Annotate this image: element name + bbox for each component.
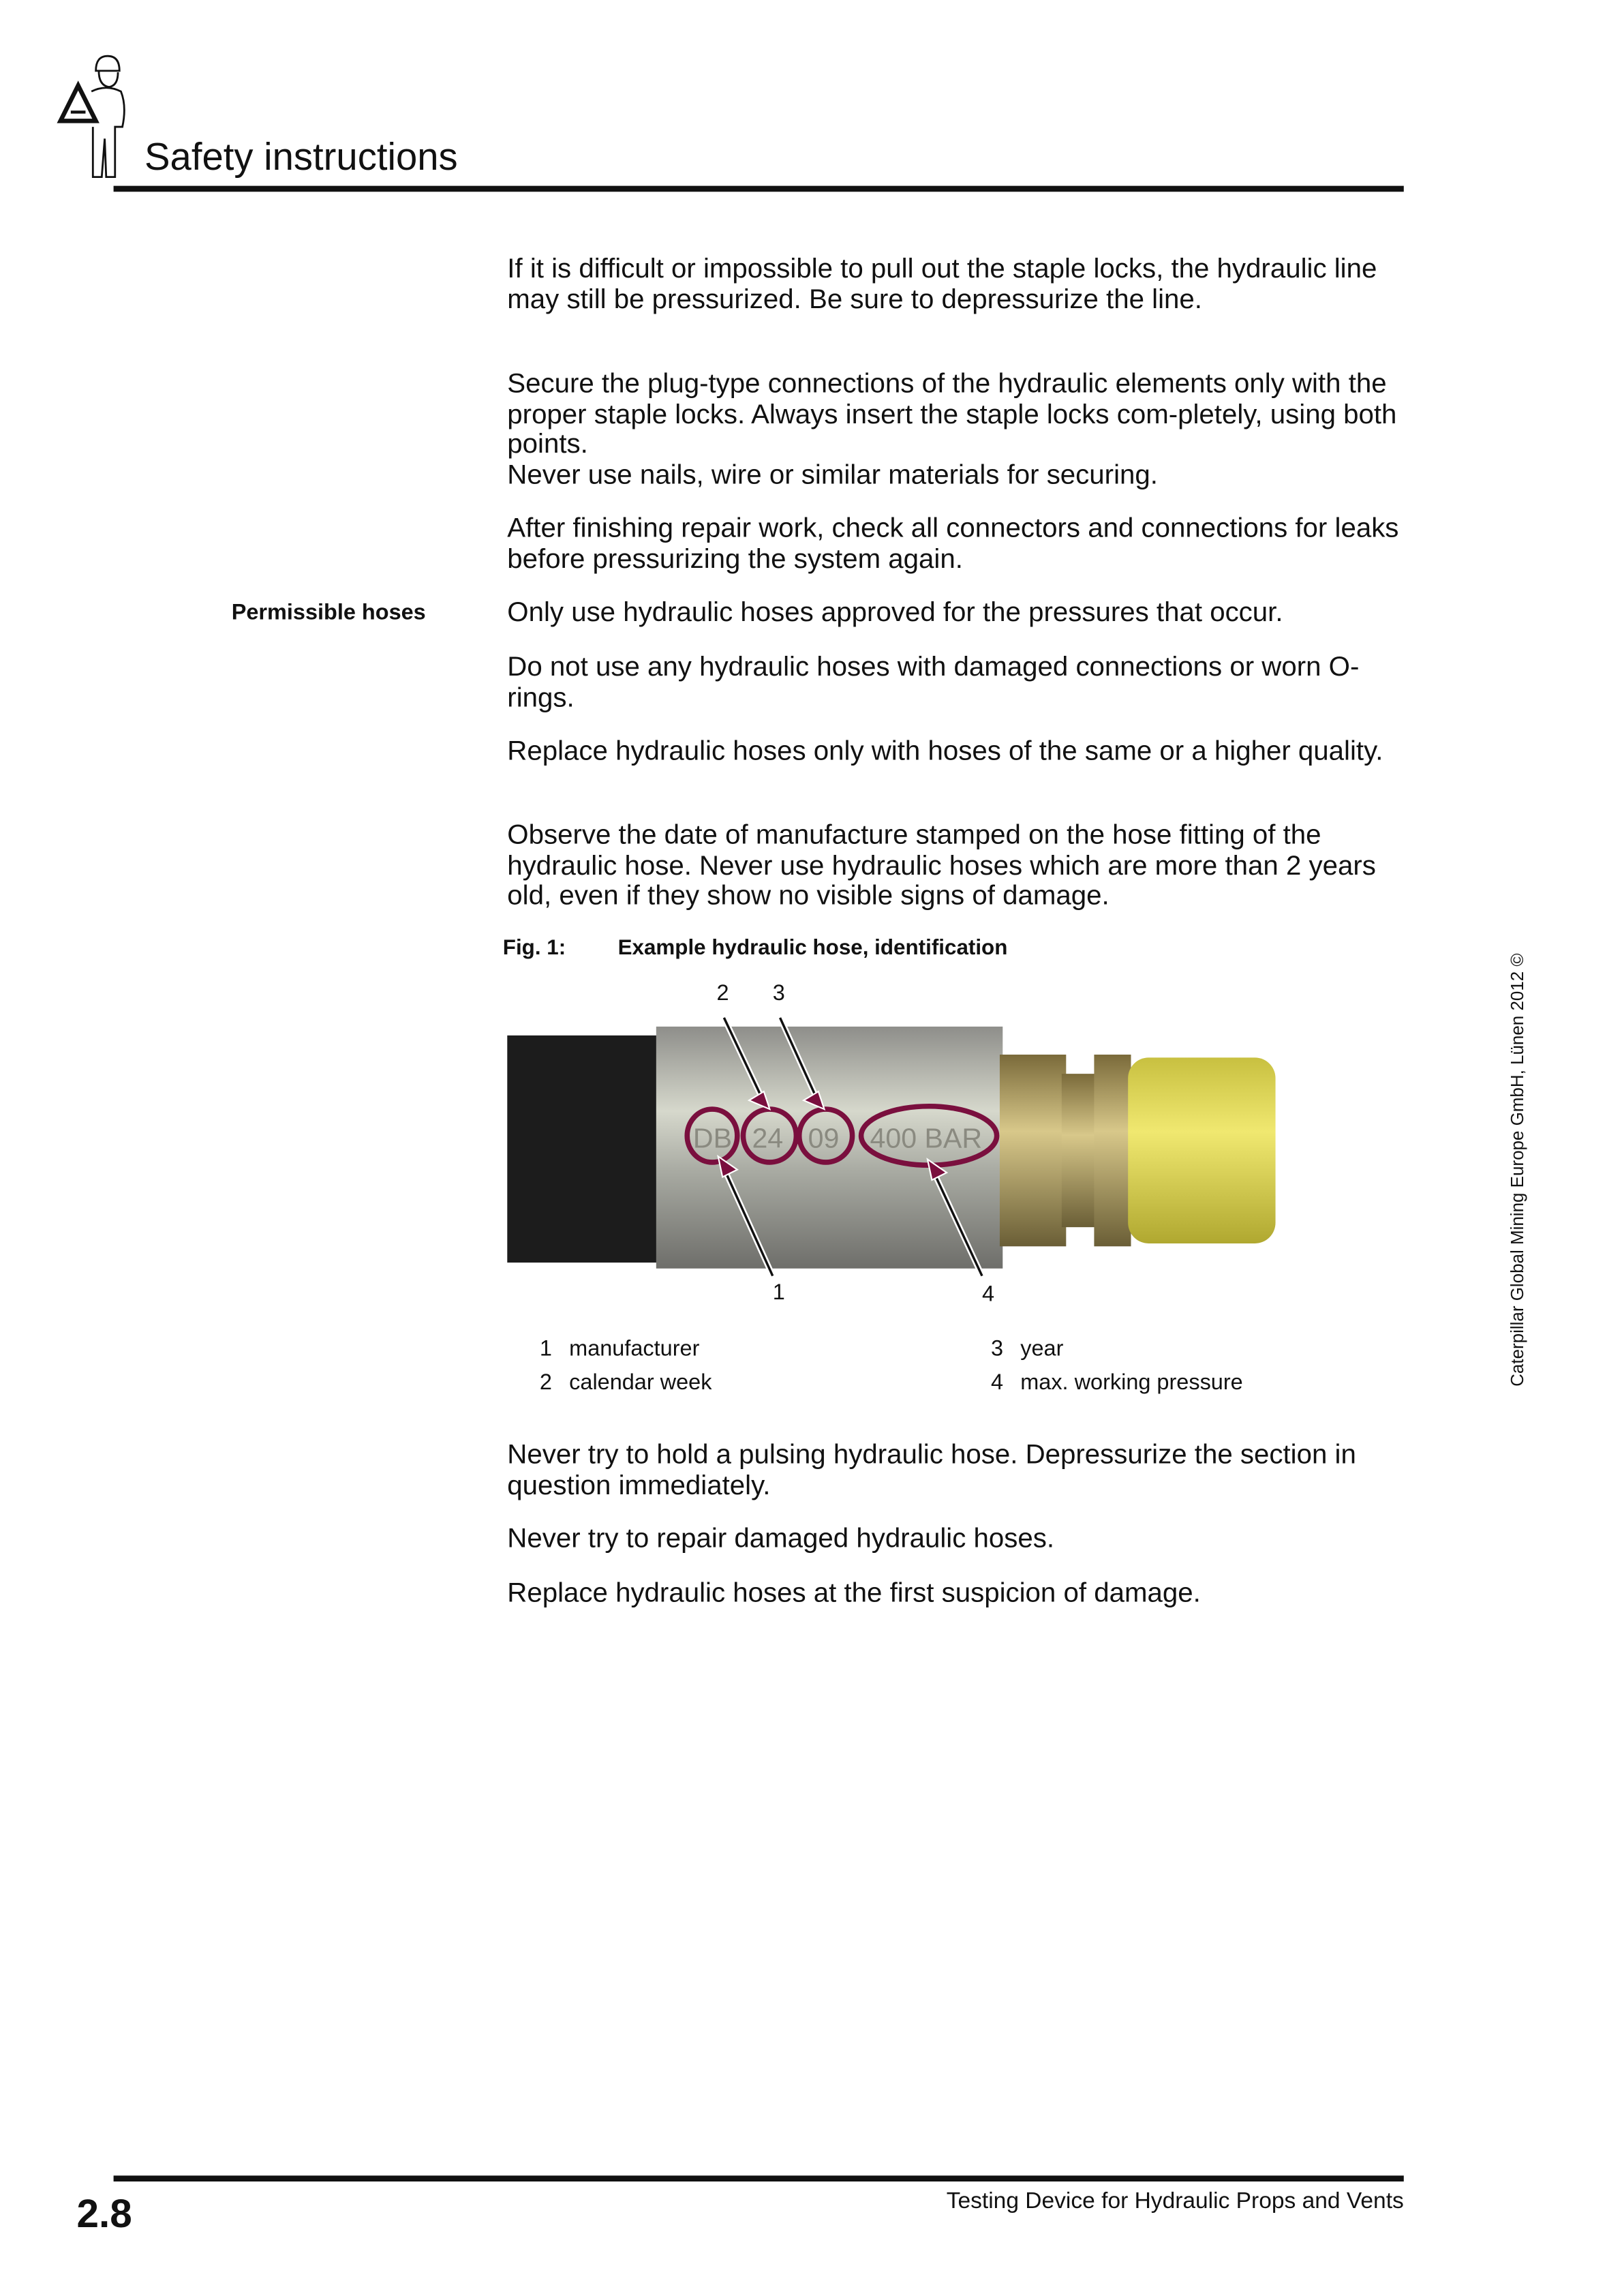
legend-text: year [1020,1336,1064,1362]
footer-document-title: Testing Device for Hydraulic Props and Vents [946,2188,1404,2214]
paragraph: Only use hydraulic hoses approved for the pressures that occur. [507,596,1283,627]
side-heading-permissible-hoses: Permissible hoses [231,600,426,626]
paragraph: Replace hydraulic hoses only with hoses of the same or a higher quality. [507,734,1383,766]
paragraph: Observe the date of manufacture stamped on the hose fitting of the hydraulic hose. Never use hydraulic hoses which are more than 2 years old, even if they show no visible signs of damage. [507,818,1376,911]
legend-text: calendar week [569,1370,712,1395]
legend-item [540,1336,699,1361]
legend-item [991,1370,1243,1395]
paragraph: Secure the plug-type connections of the hydraulic elements only with the proper staple locks. Always insert the staple locks com-pletely, using both points. [507,367,1397,459]
legend-item [991,1336,1063,1361]
page-title: Safety instructions [144,134,458,179]
hose-rubber [507,1036,667,1263]
legend-item [540,1370,712,1395]
stamp-year: 09 [808,1122,840,1154]
page-number: 2.8 [76,2192,132,2237]
callout-1: 1 [772,1280,785,1305]
yellow-cap [1128,1057,1275,1243]
callout-3: 3 [772,980,785,1006]
callout-2: 2 [716,980,729,1006]
legend-text: manufacturer [569,1336,700,1362]
paragraph: Do not use any hydraulic hoses with damaged connections or worn O-rings. [507,650,1360,712]
callout-4: 4 [981,1282,995,1307]
paragraph: If it is difficult or impossible to pull out the staple locks, the hydraulic line may still be pressurized. Be sure to depressurize the line. [507,252,1377,314]
stamp-pressure: 400 BAR [870,1122,983,1154]
copyright-notice: Caterpillar Global Mining Europe GmbH, Lünen 2012 © [1507,953,1528,1387]
stamp-manufacturer: DB [692,1122,733,1154]
paragraph: Never try to hold a pulsing hydraulic hose. Depressurize the section in question immediately. [507,1438,1356,1500]
safety-worker-warning-icon [56,53,129,183]
legend-number: 2 [539,1370,552,1395]
hose-photo [502,973,1298,1313]
paragraph: Never try to repair damaged hydraulic hoses. [507,1522,1055,1554]
paragraph: Never use nails, wire or similar materials for securing. [507,458,1158,490]
legend-number: 4 [990,1370,1004,1395]
figure-title: Example hydraulic hose, identification [617,936,1008,961]
figure-label: Fig. 1: [502,936,566,961]
paragraph: Replace hydraulic hoses at the first suspicion of damage. [507,1576,1201,1608]
legend-number: 1 [539,1336,552,1362]
legend-text: max. working pressure [1020,1370,1243,1395]
footer-divider [114,2175,1404,2181]
figure-caption [503,937,1008,961]
legend-number: 3 [990,1336,1004,1362]
header-divider [114,186,1404,192]
stamp-week: 24 [752,1122,784,1154]
paragraph: After finishing repair work, check all connectors and connections for leaks before pressurizing the system again. [507,511,1399,573]
